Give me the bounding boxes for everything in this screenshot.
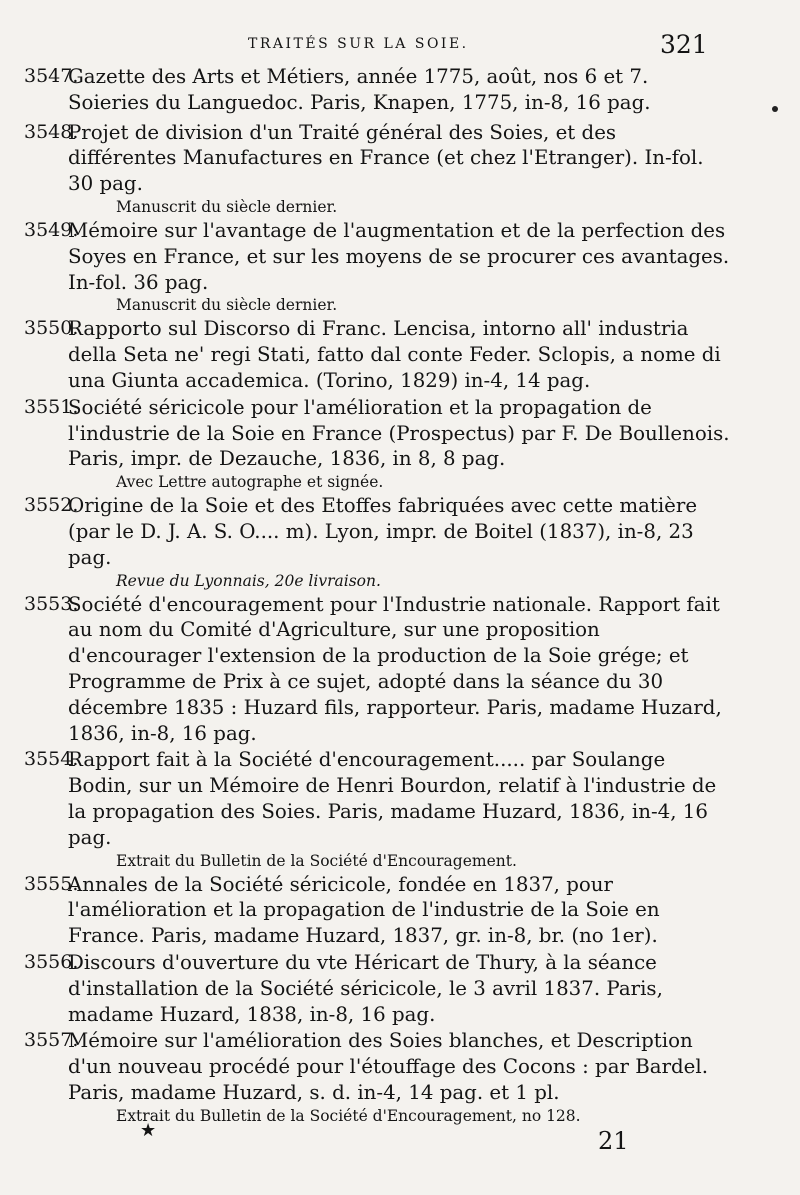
catalogue-entry [0, 872, 730, 949]
signature-number: 21 [598, 1127, 629, 1155]
catalogue-entry [0, 395, 730, 492]
catalogue-entry [0, 316, 730, 393]
entry-note: Extrait du Bulletin de la Société d'Encouragement. [116, 851, 517, 870]
page-number: 321 [660, 30, 708, 59]
entry-note: Avec Lettre autographe et signée. [116, 473, 384, 492]
entry-text: Rapport fait à la Société d'encouragement..... par Soulange Bodin, sur un Mémoire de Henri Bourdon, relatif à l'industrie de la propagation des Soies. Paris, madame Huzard, 1836, in-4, 16 pag. [68, 748, 717, 849]
catalogue-entry [0, 64, 730, 116]
entry-number: 3551. [24, 395, 79, 418]
entry-note: Revue du Lyonnais, 20e livraison. [116, 571, 381, 590]
entry-number: 3550. [24, 317, 79, 340]
entry-number: 3548. [24, 120, 79, 143]
entry-note: Manuscrit du siècle dernier. [116, 296, 338, 315]
entry-note: Manuscrit du siècle dernier. [116, 197, 338, 216]
catalogue-entry [0, 120, 730, 217]
catalogue-entry [0, 1028, 730, 1125]
catalogue-entry [0, 493, 730, 590]
entry-text: Gazette des Arts et Métiers, année 1775, août, nos 6 et 7. Soieries du Languedoc. Paris, Knapen, 1775, in-8, 16 pag. [68, 65, 651, 114]
entry-text: Annales de la Société séricicole, fondée en 1837, pour l'amélioration et la propagation de l'industrie de la Soie en France. Paris, madame Huzard, 1837, gr. in-8, br. (no 1er). [68, 872, 660, 948]
entry-text: Mémoire sur l'amélioration des Soies blanches, et Description d'un nouveau procédé pour l'étouffage des Cocons : par Bardel. Paris, madame Huzard, s. d. in-4, 14 pag. et 1 pl. [68, 1029, 709, 1104]
entry-number: 3554. [24, 748, 79, 771]
entry-note: Extrait du Bulletin de la Société d'Encouragement, no 128. [116, 1106, 581, 1125]
catalogue-entry [0, 950, 730, 1027]
catalogue-entry [0, 747, 730, 870]
entry-text: Société d'encouragement pour l'Industrie nationale. Rapport fait au nom du Comité d'Agriculture, sur une proposition d'encourager l'extension de la production de la Soie grége; et Programme de Prix à ce sujet, adopté dans la séance du 30 décembre 1835 : Huzard fils, rapporteur. Paris, madame Huzard, 1836, in-8, 16 pag. [68, 592, 722, 745]
catalogue-entries [0, 64, 800, 1127]
entry-number: 3557. [24, 1029, 79, 1052]
entry-number: 3549. [24, 218, 79, 241]
catalogue-entry [0, 218, 730, 315]
entry-text: Origine de la Soie et des Etoffes fabriquées avec cette matière (par le D. J. A. S. O.... m). Lyon, impr. de Boitel (1837), in-8, 23 pag. [68, 494, 698, 569]
entry-number: 3553. [24, 592, 79, 615]
entry-number: 3556. [24, 950, 79, 973]
entry-text: Discours d'ouverture du vte Héricart de Thury, à la séance d'installation de la Société séricicole, le 3 avril 1837. Paris, madame Huzard, 1838, in-8, 16 pag. [68, 950, 663, 1026]
entry-text: Société séricicole pour l'amélioration et la propagation de l'industrie de la Soie en France (Prospectus) par F. De Boullenois. Paris, impr. de Dezauche, 1836, in 8, 8 pag. [68, 395, 730, 471]
entry-number: 3547. [24, 65, 79, 87]
entry-text: Rapporto sul Discorso di Franc. Lencisa, intorno all' industria della Seta ne' regi Stati, fatto dal conte Feder. Sclopis, a nome di una Giunta accademica. (Torino, 1829) in-4, 14 pag. [68, 317, 721, 392]
star-mark: ★ [140, 1120, 157, 1141]
entry-text: Mémoire sur l'avantage de l'augmentation et de la perfection des Soyes en France, et sur les moyens de se procurer ces avantages. In-fol. 36 pag. [68, 218, 730, 294]
running-title: TRAITÉS SUR LA SOIE. [248, 36, 469, 52]
page-header [0, 30, 800, 60]
entry-text: Projet de division d'un Traité général des Soies, et des différentes Manufactures en France (et chez l'Etranger). In-fol. 30 pag. [68, 120, 704, 196]
catalogue-entry [0, 592, 730, 747]
entry-number: 3552. [24, 494, 79, 517]
entry-number: 3555. [24, 872, 79, 895]
